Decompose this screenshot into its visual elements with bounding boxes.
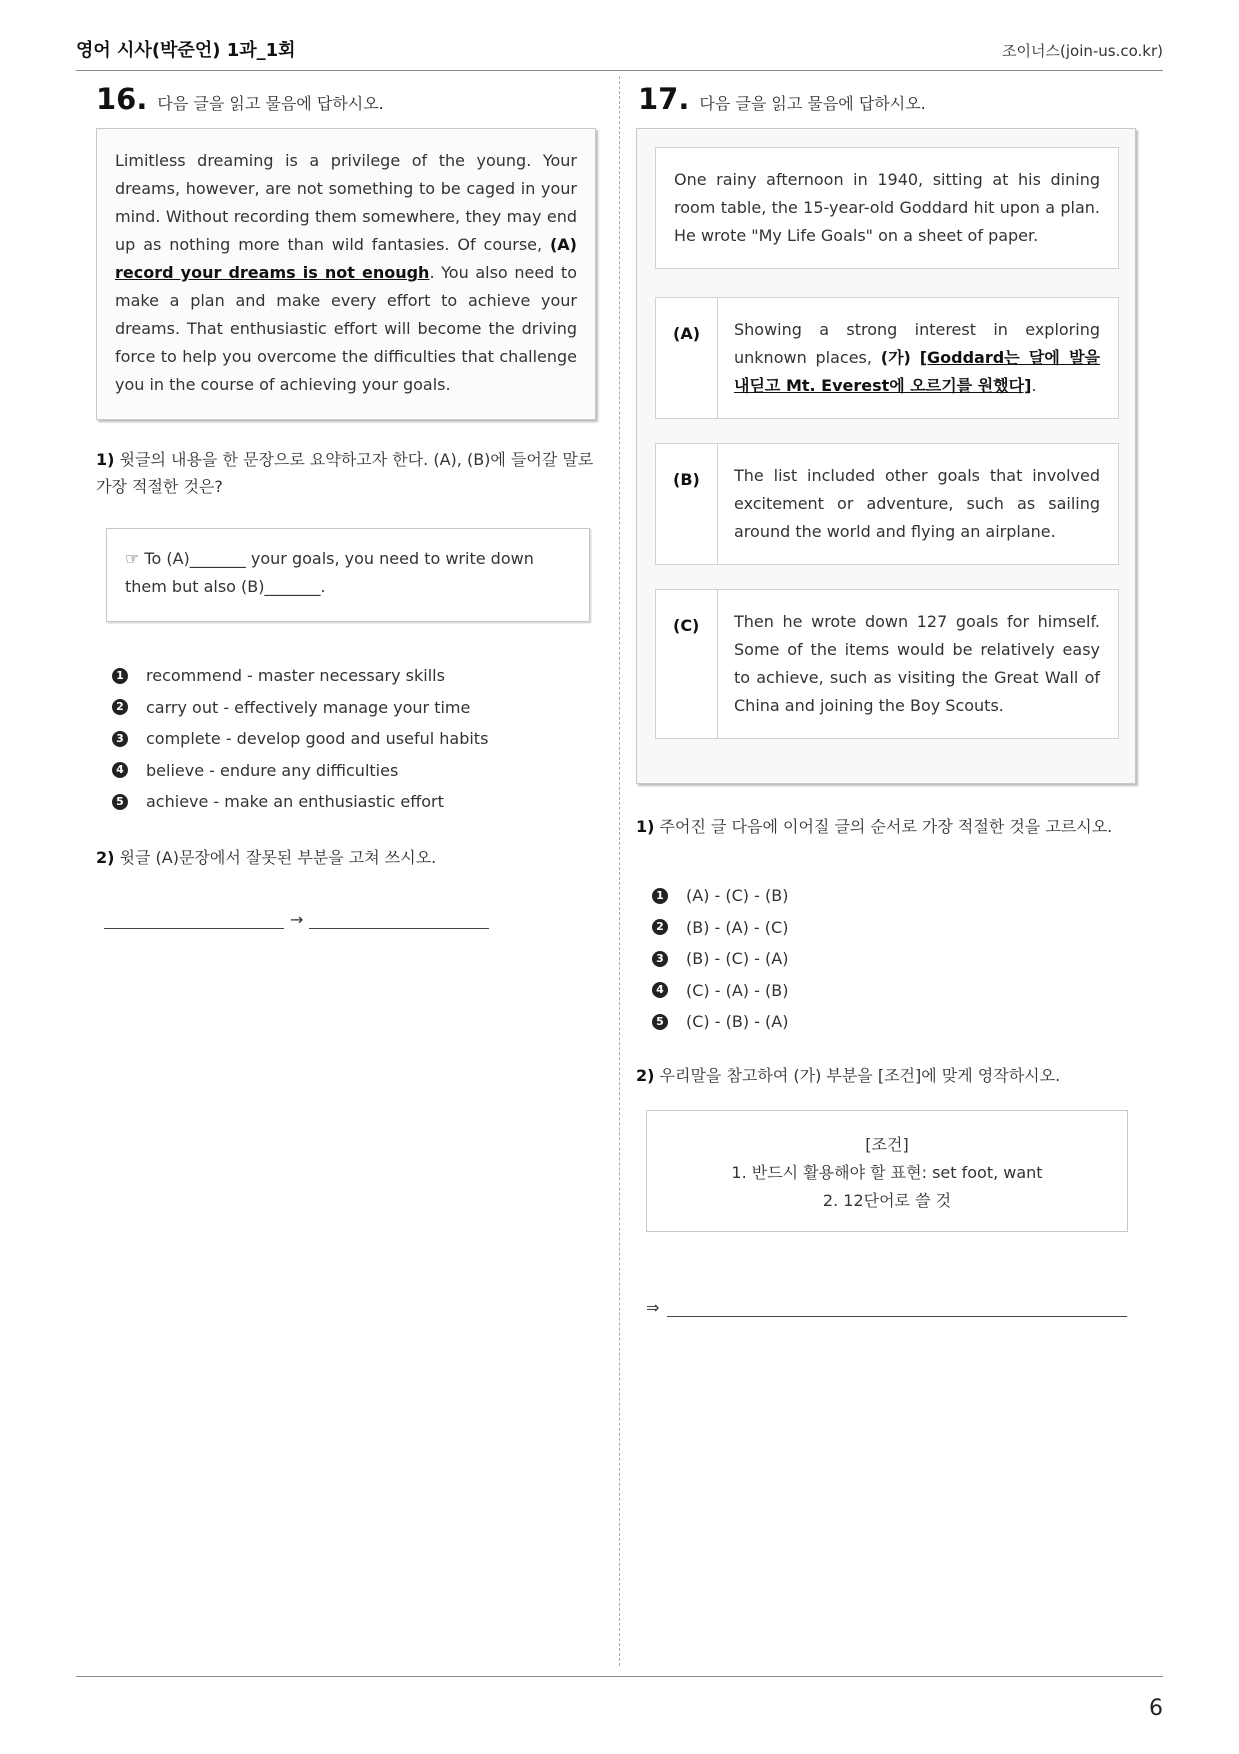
q17-answer-line — [646, 1298, 1127, 1317]
choice-text: believe - endure any difficulties — [146, 760, 399, 780]
choice-text: (B) - (A) - (C) — [686, 917, 789, 937]
site-name: 조이너스(join-us.co.kr) — [1002, 42, 1163, 60]
segment-marker: (가) — [880, 348, 911, 367]
q17-segment-c — [655, 589, 1119, 739]
subquestion-text: 윗글 (A)문장에서 잘못된 부분을 고쳐 쓰시오. — [119, 848, 437, 867]
choice-option[interactable] — [112, 692, 488, 724]
q17-segment-b — [655, 443, 1119, 565]
choice-option[interactable] — [112, 786, 488, 818]
q17-passage-box — [636, 128, 1136, 784]
question-number: 16. — [96, 82, 148, 116]
subquestion-number: 2) — [96, 848, 115, 867]
choice-option[interactable] — [112, 660, 488, 692]
choice-number: 4 — [112, 762, 128, 778]
passage-text: Limitless dreaming is a privilege of the young. Your dreams, however, are not something to be caged in your mind. Without recording them somewhere, they may end up as nothing more than wild fantasies. Of course, — [115, 151, 577, 254]
passage-marker: (A) — [549, 235, 577, 254]
question-17-header — [638, 82, 926, 116]
segment-text: The list included other goals that involved excitement or adventure, such as sailing around the world and flying an airplane. — [734, 466, 1100, 541]
q16-subquestion-2 — [96, 844, 596, 871]
summary-line: them but also (B)_______. — [125, 577, 326, 596]
choice-number: 3 — [112, 731, 128, 747]
header-divider — [76, 70, 1163, 71]
choice-option[interactable] — [652, 912, 788, 944]
question-instruction: 다음 글을 읽고 물음에 답하시오. — [699, 94, 926, 113]
question-16-header — [96, 82, 384, 116]
answer-blank[interactable] — [309, 911, 489, 929]
segment-underlined: [Goddard는 달에 발을 내딛고 Mt. Everest에 오르기를 원했다] — [734, 348, 1101, 395]
subquestion-number: 2) — [636, 1066, 655, 1085]
segment-label: (A) — [656, 298, 718, 418]
passage-text: . You also need to make a plan and make every effort to achieve your dreams. That enthusiastic effort will become the driving force to help you overcome the difficulties that challenge you in the course of achieving your goals. — [115, 263, 577, 394]
choice-number: 1 — [652, 888, 668, 904]
q16-subquestion-1 — [96, 446, 596, 500]
q17-segment-a — [655, 297, 1119, 419]
choice-text: (A) - (C) - (B) — [686, 886, 789, 906]
q17-subquestion-1 — [636, 813, 1136, 840]
q17-choices — [652, 880, 788, 1038]
summary-line: ☞ To (A)_______ your goals, you need to write down — [125, 549, 534, 568]
conditions-box — [646, 1110, 1128, 1232]
column-divider — [619, 76, 620, 1666]
q16-passage — [115, 147, 577, 399]
passage-underlined: record your dreams is not enough — [115, 263, 430, 282]
answer-blank[interactable] — [104, 911, 284, 929]
segment-text — [734, 316, 1100, 400]
segment-label: (B) — [656, 444, 718, 564]
choice-number: 3 — [652, 951, 668, 967]
choice-number: 4 — [652, 982, 668, 998]
subquestion-text: 윗글의 내용을 한 문장으로 요약하고자 한다. (A), (B)에 들어갈 말로 가장 적절한 것은? — [96, 450, 594, 496]
choice-number: 2 — [112, 699, 128, 715]
segment-text-part: Showing a strong interest in exploring unknown places, — [734, 320, 1100, 367]
choice-text: carry out - effectively manage your time — [146, 697, 471, 717]
answer-blank[interactable] — [667, 1299, 1127, 1317]
choice-option[interactable] — [112, 755, 488, 787]
q16-answer-line — [104, 910, 489, 929]
choice-option[interactable] — [652, 880, 788, 912]
condition-item: 2. 12단어로 쓸 것 — [822, 1191, 952, 1210]
choice-text: complete - develop good and useful habits — [146, 729, 489, 749]
arrow-icon: → — [290, 910, 304, 929]
segment-text-part: . — [1031, 376, 1037, 395]
conditions-title: [조건] — [865, 1135, 909, 1154]
choice-number: 1 — [112, 668, 128, 684]
choice-number: 2 — [652, 919, 668, 935]
choice-option[interactable] — [652, 943, 788, 975]
choice-option[interactable] — [652, 975, 788, 1007]
segment-label: (C) — [656, 590, 718, 738]
subquestion-text: 주어진 글 다음에 이어질 글의 순서로 가장 적절한 것을 고르시오. — [659, 817, 1113, 836]
q16-choices — [112, 660, 488, 818]
subquestion-text: 우리말을 참고하여 (가) 부분을 [조건]에 맞게 영작하시오. — [659, 1066, 1061, 1085]
page-number: 6 — [1149, 1696, 1163, 1721]
choice-option[interactable] — [652, 1006, 788, 1038]
q16-passage-box — [96, 128, 596, 420]
question-instruction: 다음 글을 읽고 물음에 답하시오. — [157, 94, 384, 113]
condition-item: 1. 반드시 활용해야 할 표현: set foot, want — [731, 1163, 1043, 1182]
choice-number: 5 — [112, 794, 128, 810]
subquestion-number: 1) — [96, 450, 115, 469]
choice-text: recommend - master necessary skills — [146, 666, 445, 686]
document-title: 영어 시사(박준언) 1과_1회 — [76, 40, 296, 61]
footer-divider — [76, 1676, 1163, 1677]
arrow-icon: ⇒ — [646, 1298, 660, 1317]
q17-intro-box — [655, 147, 1119, 269]
choice-text: (B) - (C) - (A) — [686, 949, 789, 969]
choice-text: achieve - make an enthusiastic effort — [146, 792, 444, 812]
segment-text: Then he wrote down 127 goals for himself. Some of the items would be relatively easy to achieve, such as visiting the Great Wall of China and joining the Boy Scouts. — [734, 612, 1100, 715]
q17-intro: One rainy afternoon in 1940, sitting at his dining room table, the 15-year-old Goddard hit upon a plan. He wrote "My Life Goals" on a sheet of paper. — [674, 170, 1100, 245]
q16-summary-box — [106, 528, 590, 622]
choice-text: (C) - (A) - (B) — [686, 980, 789, 1000]
choice-text: (C) - (B) - (A) — [686, 1012, 789, 1032]
choice-option[interactable] — [112, 723, 488, 755]
question-number: 17. — [638, 82, 690, 116]
choice-number: 5 — [652, 1014, 668, 1030]
q17-subquestion-2 — [636, 1062, 1136, 1089]
subquestion-number: 1) — [636, 817, 655, 836]
